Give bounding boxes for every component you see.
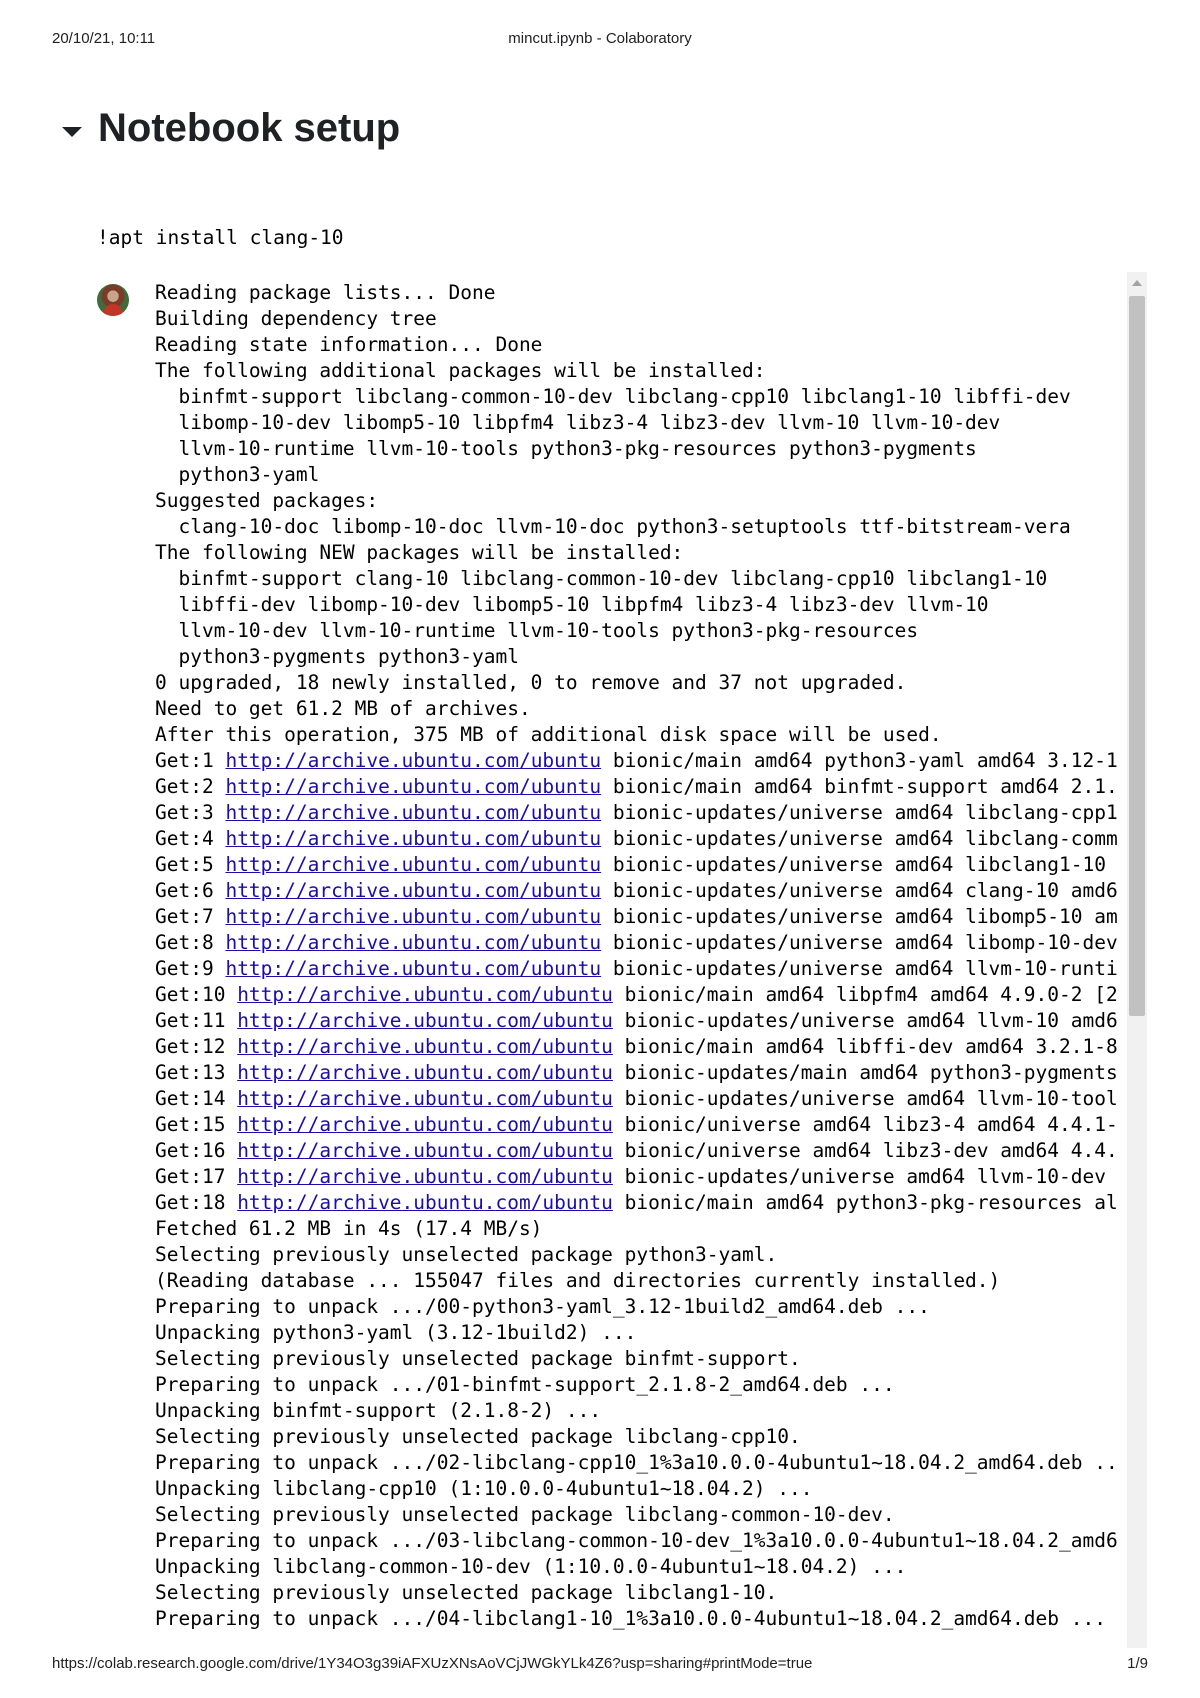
caret-down-icon[interactable] <box>62 127 82 137</box>
archive-link[interactable]: http://archive.ubuntu.com/ubuntu <box>237 1165 613 1188</box>
archive-link[interactable]: http://archive.ubuntu.com/ubuntu <box>225 957 602 980</box>
output-line-suffix: bionic/main amd64 libffi-dev amd64 3.2.1-8 <box>612 1035 1118 1058</box>
output-line: Selecting previously unselected package libclang1-10. <box>155 1581 778 1604</box>
output-line: Need to get 61.2 MB of archives. <box>155 697 531 720</box>
output-line: Selecting previously unselected package python3-yaml. <box>155 1243 778 1266</box>
output-line <box>155 1008 1120 1034</box>
user-avatar-icon <box>97 284 129 316</box>
archive-link[interactable]: http://archive.ubuntu.com/ubuntu <box>225 827 602 850</box>
output-line: The following NEW packages will be installed: <box>155 541 684 564</box>
output-line-suffix: bionic-updates/universe amd64 libclang-cpp1 <box>601 801 1118 824</box>
output-line: python3-yaml <box>155 463 320 486</box>
archive-link[interactable]: http://archive.ubuntu.com/ubuntu <box>225 801 602 824</box>
output-line: Reading package lists... Done <box>155 281 496 304</box>
section-header[interactable] <box>62 106 400 151</box>
output-line <box>155 1138 1120 1164</box>
output-line-prefix: Get:9 <box>155 957 226 980</box>
output-line <box>155 904 1120 930</box>
archive-link[interactable]: http://archive.ubuntu.com/ubuntu <box>237 1009 613 1032</box>
output-line-suffix: bionic-updates/universe amd64 libomp-10-dev <box>601 931 1118 954</box>
output-line-suffix: bionic/universe amd64 libz3-4 amd64 4.4.1- <box>612 1113 1118 1136</box>
output-line-prefix: Get:2 <box>155 775 226 798</box>
archive-link[interactable]: http://archive.ubuntu.com/ubuntu <box>225 879 602 902</box>
archive-link[interactable]: http://archive.ubuntu.com/ubuntu <box>237 1113 613 1136</box>
output-line-prefix: Get:13 <box>155 1061 238 1084</box>
output-line: python3-pygments python3-yaml <box>155 645 519 668</box>
output-line: Preparing to unpack .../00-python3-yaml_3.12-1build2_amd64.deb ... <box>155 1295 930 1318</box>
output-line-prefix: Get:10 <box>155 983 238 1006</box>
output-line: Preparing to unpack .../01-binfmt-support_2.1.8-2_amd64.deb ... <box>155 1373 895 1396</box>
output-line: llvm-10-dev llvm-10-runtime llvm-10-tools python3-pkg-resources <box>155 619 919 642</box>
output-line-prefix: Get:18 <box>155 1191 238 1214</box>
output-line-suffix: bionic-updates/main amd64 python3-pygments <box>612 1061 1118 1084</box>
output-line-suffix: bionic/main amd64 libpfm4 amd64 4.9.0-2 [2 <box>612 983 1118 1006</box>
archive-link[interactable]: http://archive.ubuntu.com/ubuntu <box>225 853 602 876</box>
output-line: Fetched 61.2 MB in 4s (17.4 MB/s) <box>155 1217 543 1240</box>
output-line <box>155 1034 1120 1060</box>
output-line <box>155 774 1120 800</box>
output-line: binfmt-support clang-10 libclang-common-10-dev libclang-cpp10 libclang1-10 <box>155 567 1048 590</box>
output-line: Reading state information... Done <box>155 333 543 356</box>
output-line: Selecting previously unselected package binfmt-support. <box>155 1347 801 1370</box>
output-line: 0 upgraded, 18 newly installed, 0 to remove and 37 not upgraded. <box>155 671 907 694</box>
output-line-prefix: Get:17 <box>155 1165 238 1188</box>
output-line: Building dependency tree <box>155 307 437 330</box>
output-line-prefix: Get:3 <box>155 801 226 824</box>
output-line <box>155 1086 1120 1112</box>
output-line <box>155 878 1120 904</box>
archive-link[interactable]: http://archive.ubuntu.com/ubuntu <box>225 905 602 928</box>
output-line-suffix: bionic-updates/universe amd64 libclang1-10 <box>601 853 1106 876</box>
output-scrollbar[interactable] <box>1127 272 1147 1648</box>
output-line <box>155 748 1120 774</box>
archive-link[interactable]: http://archive.ubuntu.com/ubuntu <box>237 1087 613 1110</box>
output-line <box>155 1112 1120 1138</box>
output-line-suffix: bionic-updates/universe amd64 libomp5-10 am <box>601 905 1118 928</box>
page-number: 1/9 <box>1127 1655 1148 1672</box>
output-line-suffix: bionic-updates/universe amd64 llvm-10-dev <box>612 1165 1106 1188</box>
output-line: Selecting previously unselected package libclang-cpp10. <box>155 1425 801 1448</box>
output-line-suffix: bionic-updates/universe amd64 libclang-comm <box>601 827 1118 850</box>
output-line: llvm-10-runtime llvm-10-tools python3-pkg-resources python3-pygments <box>155 437 977 460</box>
output-line: Unpacking python3-yaml (3.12-1build2) ... <box>155 1321 637 1344</box>
output-line <box>155 982 1120 1008</box>
output-line: clang-10-doc libomp-10-doc llvm-10-doc python3-setuptools ttf-bitstream-vera <box>155 515 1071 538</box>
archive-link[interactable]: http://archive.ubuntu.com/ubuntu <box>225 931 602 954</box>
archive-link[interactable]: http://archive.ubuntu.com/ubuntu <box>237 1035 613 1058</box>
output-line: libomp-10-dev libomp5-10 libpfm4 libz3-4 libz3-dev llvm-10 llvm-10-dev <box>155 411 1001 434</box>
output-line-prefix: Get:11 <box>155 1009 238 1032</box>
output-line <box>155 1060 1120 1086</box>
code-cell-input[interactable]: !apt install clang-10 <box>97 226 344 249</box>
output-line <box>155 1164 1120 1190</box>
output-line-prefix: Get:16 <box>155 1139 238 1162</box>
output-line <box>155 826 1120 852</box>
output-line: Suggested packages: <box>155 489 379 512</box>
scroll-up-arrow-icon[interactable] <box>1132 280 1142 286</box>
output-line <box>155 956 1120 982</box>
output-line-prefix: Get:4 <box>155 827 226 850</box>
output-line-suffix: bionic-updates/universe amd64 llvm-10-tool <box>612 1087 1118 1110</box>
output-line <box>155 852 1120 878</box>
output-line: libffi-dev libomp-10-dev libomp5-10 libpfm4 libz3-4 libz3-dev llvm-10 <box>155 593 989 616</box>
cell-output-area <box>97 280 1147 1648</box>
output-line-prefix: Get:14 <box>155 1087 238 1110</box>
archive-link[interactable]: http://archive.ubuntu.com/ubuntu <box>237 983 613 1006</box>
output-line: Unpacking binfmt-support (2.1.8-2) ... <box>155 1399 602 1422</box>
output-line <box>155 800 1120 826</box>
output-line: (Reading database ... 155047 files and directories currently installed.) <box>155 1269 1001 1292</box>
output-line-prefix: Get:6 <box>155 879 226 902</box>
archive-link[interactable]: http://archive.ubuntu.com/ubuntu <box>225 749 602 772</box>
output-line-suffix: bionic/universe amd64 libz3-dev amd64 4.4. <box>612 1139 1118 1162</box>
output-line-suffix: bionic-updates/universe amd64 llvm-10 amd6 <box>612 1009 1118 1032</box>
output-line-suffix: bionic-updates/universe amd64 llvm-10-runti <box>601 957 1118 980</box>
output-line-suffix: bionic-updates/universe amd64 clang-10 amd6 <box>601 879 1118 902</box>
output-line <box>155 930 1120 956</box>
output-line: After this operation, 375 MB of additional disk space will be used. <box>155 723 942 746</box>
output-line-prefix: Get:15 <box>155 1113 238 1136</box>
archive-link[interactable]: http://archive.ubuntu.com/ubuntu <box>237 1061 613 1084</box>
output-line-prefix: Get:5 <box>155 853 226 876</box>
cell-output <box>155 280 1120 1648</box>
print-page-title: mincut.ipynb - Colaboratory <box>508 30 692 47</box>
output-line: Preparing to unpack .../03-libclang-common-10-dev_1%3a10.0.0-4ubuntu1~18.04.2_amd6 <box>155 1529 1118 1552</box>
output-line-suffix: bionic/main amd64 python3-yaml amd64 3.12-1 <box>601 749 1118 772</box>
output-line-prefix: Get:1 <box>155 749 226 772</box>
archive-link[interactable]: http://archive.ubuntu.com/ubuntu <box>225 775 602 798</box>
output-line-suffix: bionic/main amd64 binfmt-support amd64 2.1. <box>601 775 1118 798</box>
output-line: Preparing to unpack .../02-libclang-cpp10_1%3a10.0.0-4ubuntu1~18.04.2_amd64.deb .. <box>155 1451 1118 1474</box>
scrollbar-thumb[interactable] <box>1129 296 1145 1016</box>
output-line-suffix: bionic/main amd64 python3-pkg-resources al <box>612 1191 1118 1214</box>
output-line: Preparing to unpack .../04-libclang1-10_1%3a10.0.0-4ubuntu1~18.04.2_amd64.deb ... <box>155 1607 1106 1630</box>
output-line-prefix: Get:7 <box>155 905 226 928</box>
output-line-prefix: Get:8 <box>155 931 226 954</box>
output-line: Unpacking libclang-cpp10 (1:10.0.0-4ubuntu1~18.04.2) ... <box>155 1477 813 1500</box>
output-line: The following additional packages will be installed: <box>155 359 766 382</box>
output-line: Selecting previously unselected package libclang-common-10-dev. <box>155 1503 895 1526</box>
archive-link[interactable]: http://archive.ubuntu.com/ubuntu <box>237 1139 613 1162</box>
print-url: https://colab.research.google.com/drive/1Y34O3g39iAFXUzXNsAoVCjJWGkYLk4Z6?usp=sharing#printMode=true <box>52 1655 813 1672</box>
output-line: Unpacking libclang-common-10-dev (1:10.0.0-4ubuntu1~18.04.2) ... <box>155 1555 907 1578</box>
section-heading: Notebook setup <box>98 106 401 150</box>
output-line: binfmt-support libclang-common-10-dev libclang-cpp10 libclang1-10 libffi-dev <box>155 385 1071 408</box>
output-line-prefix: Get:12 <box>155 1035 238 1058</box>
output-line <box>155 1190 1120 1216</box>
archive-link[interactable]: http://archive.ubuntu.com/ubuntu <box>237 1191 613 1214</box>
print-datetime: 20/10/21, 10:11 <box>52 30 156 47</box>
